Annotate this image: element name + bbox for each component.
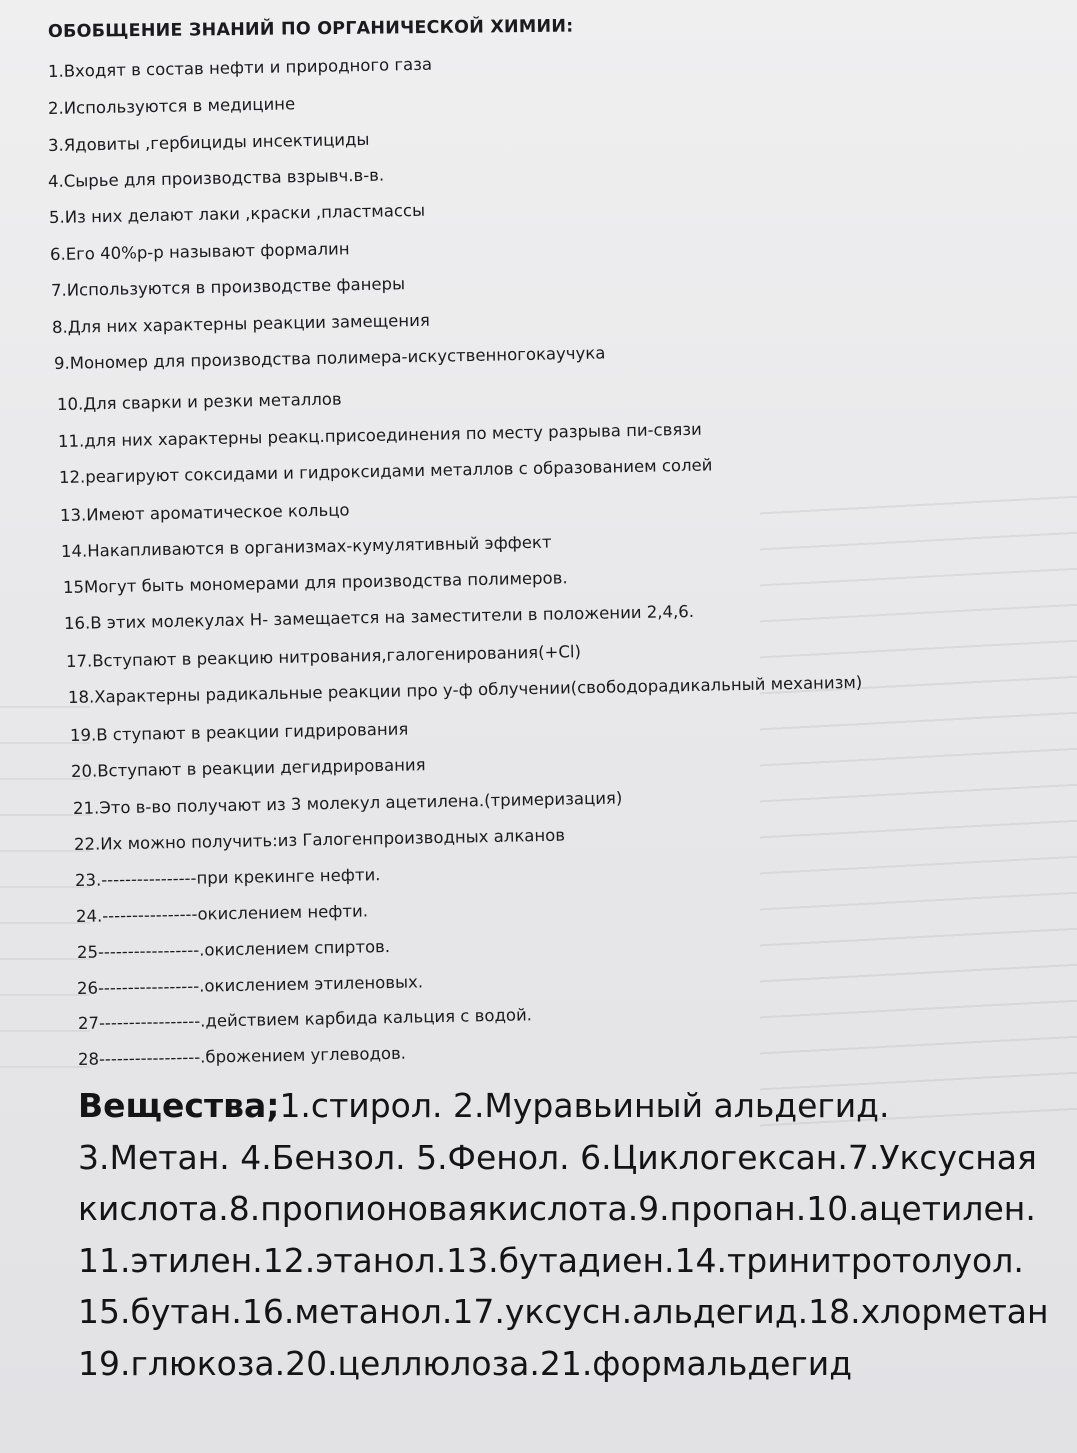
substances-heading: Вещества; (78, 1086, 280, 1125)
substances-block (78, 1080, 1068, 1389)
substances-line: кислота.8.пропионоваякислота.9.пропан.10.ацетилен. (78, 1189, 1036, 1228)
list-item: 19.В ступают в реакции гидрирования (69, 719, 409, 745)
list-item: 6.Его 40%р-р называют формалин (49, 239, 350, 264)
list-item: 5.Из них делают лаки ,краски ,пластмассы (48, 200, 426, 227)
list-item: 22.Их можно получить:из Галогенпроизводных алканов (73, 825, 566, 854)
substances-line (78, 1080, 1068, 1132)
list-item: 23.----------------при крекинге нефти. (74, 865, 381, 890)
substances-line: 15.бутан.16.метанол.17.уксусн.альдегид.18.хлорметан (78, 1292, 1049, 1331)
list-item: 14.Накапливаются в организмах-кумулятивный эффект (60, 532, 552, 561)
list-item: 18.Характерны радикальные реакции про у-ф облучении(свободорадикальный механизм) (67, 672, 863, 707)
list-item: 8.Для них характерны реакции замещения (51, 310, 430, 337)
list-item: 9.Мономер для производства полимера-искуственногокаучука (53, 343, 606, 373)
list-item: 21.Это в-во получают из 3 молекул ацетилена.(тримеризация) (72, 788, 623, 818)
list-item: 28-----------------.брожением углеводов. (77, 1043, 407, 1069)
list-item: 4.Сырье для производства взрывч.в-в. (47, 165, 385, 191)
list-item: 11.для них характерны реакц.присоединения по месту разрыва пи-связи (57, 419, 702, 451)
substances-line: 19.глюкоза.20.целлюлоза.21.формальдегид (78, 1343, 853, 1383)
substances-text: 1.стирол. 2.Муравьиный альдегид. (279, 1086, 890, 1125)
list-item: 25-----------------.окислением спиртов. (76, 936, 391, 962)
page-title: ОБОБЩЕНИЕ ЗНАНИЙ ПО ОРГАНИЧЕСКОЙ ХИМИИ: (47, 16, 574, 42)
list-item: 27-----------------.действием карбида кальция с водой. (77, 1005, 533, 1033)
substances-line: 3.Метан. 4.Бензол. 5.Фенол. 6.Циклогексан.7.Уксусная (78, 1137, 1037, 1177)
list-item: 2.Используются в медицине (47, 94, 296, 118)
list-item: 16.В этих молекулах Н- замещается на заместители в положении 2,4,6. (63, 601, 695, 633)
list-item: 15Могут быть мономерами для производства полимеров. (62, 568, 568, 597)
list-item: 26-----------------.окислением этиленовых. (76, 972, 424, 998)
substances-line: 11.этилен.12.этанол.13.бутадиен.14.тринитротолуол. (78, 1240, 1024, 1280)
list-item: 13.Имеют ароматическое кольцо (59, 500, 350, 525)
list-item: 24.----------------окислением нефти. (75, 901, 369, 926)
list-item: 1.Входят в состав нефти и природного газа (47, 54, 433, 81)
list-item: 3.Ядовиты ,гербициды инсектициды (47, 129, 370, 155)
list-item: 12.реагируют соксидами и гидроксидами металлов с образованием солей (58, 455, 713, 487)
list-item: 20.Вступают в реакции дегидрирования (70, 755, 426, 781)
list-item: 17.Вступают в реакцию нитрования,галогенирования(+Cl) (65, 642, 582, 671)
list-item: 10.Для сварки и резки металлов (56, 389, 342, 414)
list-item: 7.Используются в производстве фанеры (50, 274, 406, 300)
